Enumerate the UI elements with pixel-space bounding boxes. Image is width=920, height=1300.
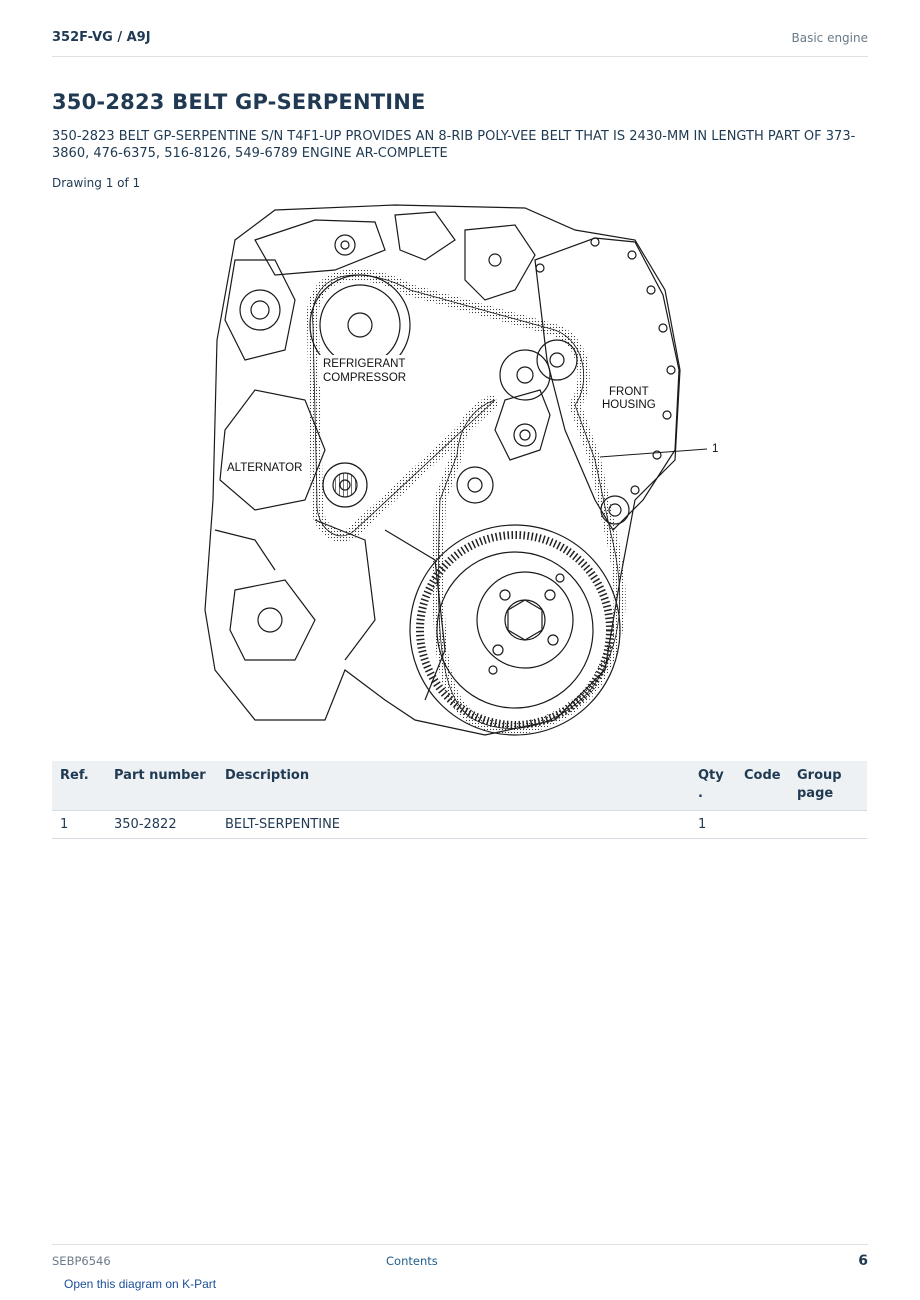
drawing-label: Drawing 1 of 1 (52, 176, 141, 190)
contents-link[interactable]: Contents (386, 1254, 438, 1268)
row-ref: 1 (52, 811, 106, 839)
page-title: 350-2823 BELT GP-SERPENTINE (52, 90, 426, 114)
callout-front-line2: HOUSING (602, 399, 656, 411)
section-label: Basic engine (791, 31, 868, 45)
engine-belt-diagram[interactable] (195, 200, 725, 740)
row-group-page (789, 811, 867, 839)
page-description: 350-2823 BELT GP-SERPENTINE S/N T4F1-UP PROVIDES AN 8-RIB POLY-VEE BELT THAT IS 2430-MM IN LENGTH PART OF 373-3860, 476-6375, 516-8126, 549-6789 ENGINE AR-COMPLETE (52, 129, 856, 161)
callout-refrigerant-line2: COMPRESSOR (323, 372, 407, 384)
row-qty: 1 (690, 811, 736, 839)
table-row (52, 811, 867, 839)
header-qty-line1: Qty (698, 768, 724, 783)
header-code: Code (736, 761, 789, 811)
callout-alternator: ALTERNATOR (227, 462, 303, 474)
header-part-number: Part number (106, 761, 217, 811)
header-group-page (789, 761, 867, 811)
row-code (736, 811, 789, 839)
page-number: 6 (858, 1253, 868, 1269)
header-group-line2: page (797, 786, 834, 801)
model-label: 352F-VG / A9J (52, 30, 151, 45)
callout-refrigerant-line1: REFRIGERANT (323, 358, 406, 370)
page-footer (52, 1244, 868, 1275)
header-ref: Ref. (52, 761, 106, 811)
header-qty-line2: . (698, 786, 703, 801)
callout-ref-1[interactable]: 1 (712, 443, 719, 455)
header-description: Description (217, 761, 690, 811)
parts-table (52, 761, 867, 839)
document-id: SEBP6546 (52, 1254, 111, 1268)
parts-table-header (52, 761, 867, 811)
callout-front-line1: FRONT (609, 386, 649, 398)
open-kpart-link[interactable]: Open this diagram on K-Part (64, 1277, 217, 1291)
row-description: BELT-SERPENTINE (217, 811, 690, 839)
header-qty (690, 761, 736, 811)
header-group-line1: Group (797, 768, 842, 783)
row-part-number[interactable]: 350-2822 (106, 811, 217, 839)
page-header (52, 26, 868, 57)
